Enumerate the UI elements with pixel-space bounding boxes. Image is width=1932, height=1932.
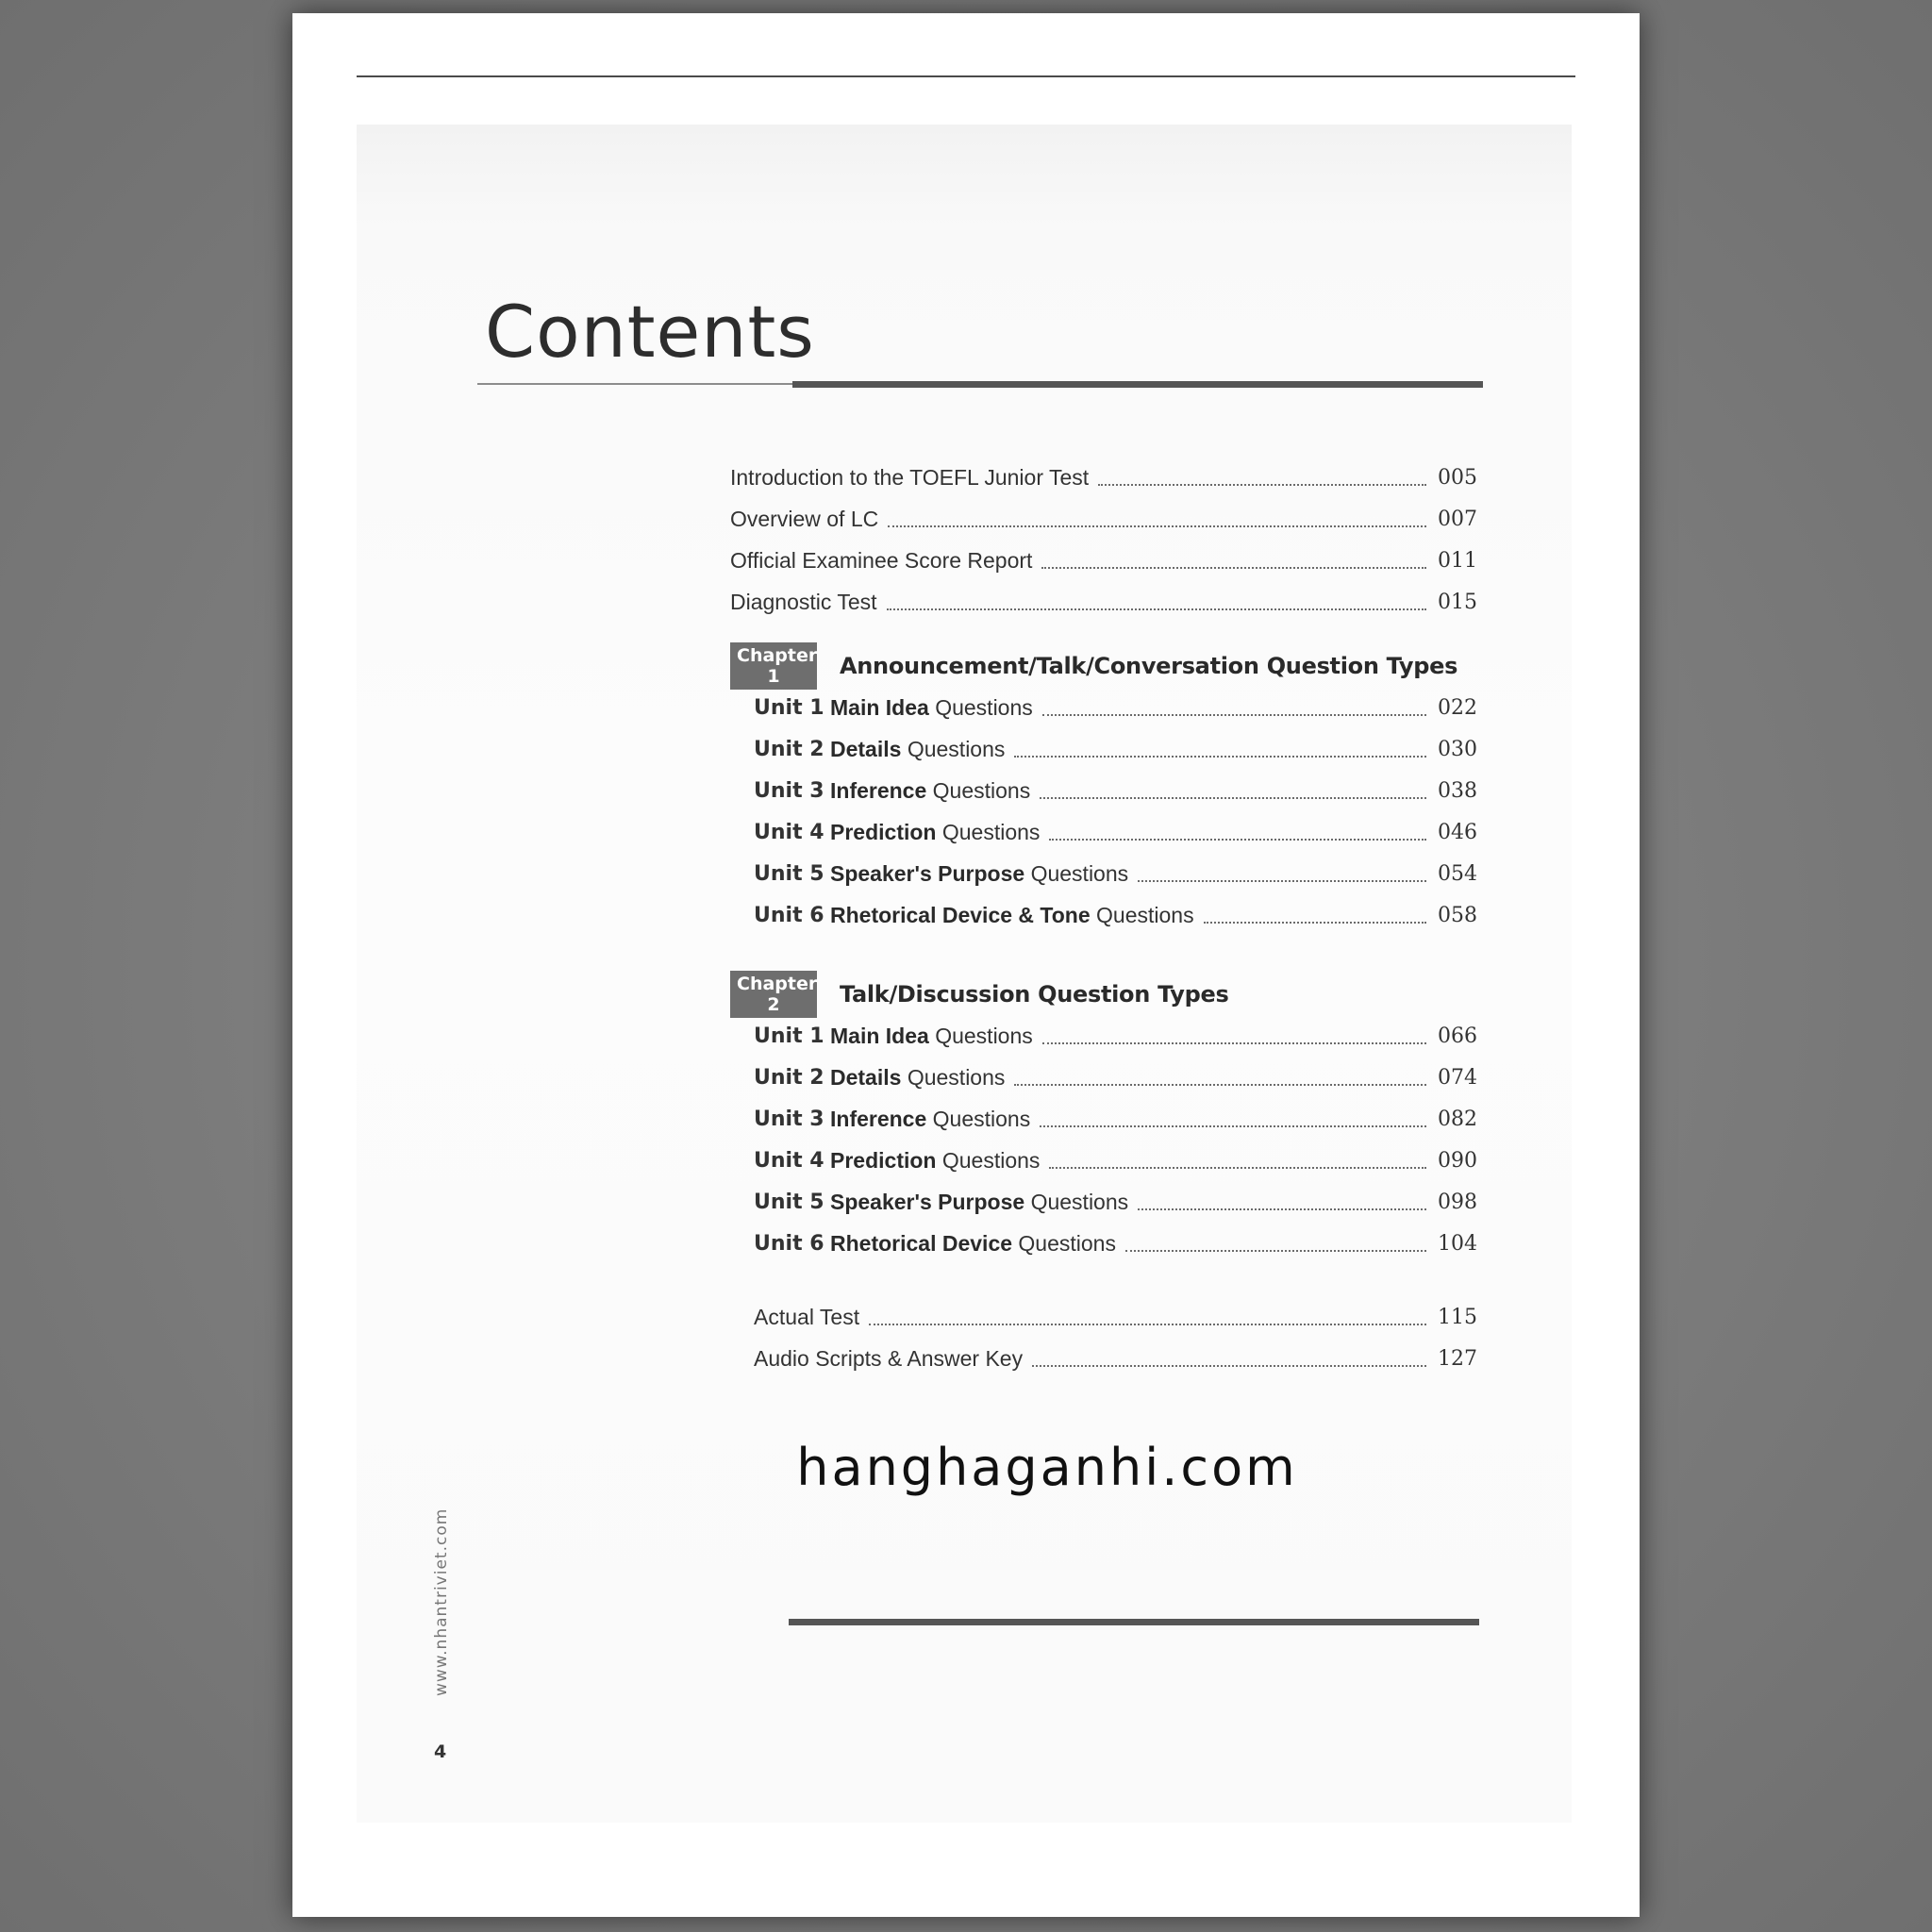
- dot-leader: [869, 1324, 1426, 1325]
- dot-leader: [1204, 922, 1426, 924]
- toc-page-number: 090: [1438, 1148, 1477, 1173]
- toc-unit-entry[interactable]: [730, 1181, 1477, 1223]
- dot-leader: [1098, 484, 1426, 486]
- unit-suffix: Questions: [1024, 860, 1129, 886]
- book-page: [292, 13, 1640, 1917]
- unit-suffix: Questions: [936, 819, 1041, 844]
- toc-entry-overview[interactable]: [730, 498, 1477, 540]
- toc-page-number: 127: [1438, 1346, 1477, 1371]
- unit-topic: Prediction: [830, 819, 937, 844]
- toc-unit-entry[interactable]: [730, 853, 1477, 894]
- dot-leader: [1040, 1125, 1426, 1127]
- unit-suffix: Questions: [1090, 902, 1194, 927]
- unit-topic: Main Idea: [830, 1023, 929, 1048]
- toc-unit-entry[interactable]: [730, 894, 1477, 936]
- toc-entry-audio-scripts[interactable]: [730, 1338, 1477, 1379]
- toc-page-number: 058: [1438, 903, 1477, 927]
- toc-entry-label: Introduction to the TOEFL Junior Test: [730, 464, 1090, 490]
- dot-leader: [1049, 839, 1426, 841]
- dot-leader: [1040, 797, 1426, 799]
- toc-entry-label: Actual Test: [754, 1304, 860, 1329]
- unit-label: Unit 5: [754, 1190, 824, 1214]
- unit-topic: Speaker's Purpose: [830, 860, 1025, 886]
- unit-topic: Rhetorical Device: [830, 1230, 1013, 1256]
- toc-entry-intro[interactable]: [730, 457, 1477, 498]
- watermark-text: hanghaganhi.com: [796, 1438, 1298, 1497]
- toc-entry-label: Overview of LC: [730, 506, 879, 531]
- toc-unit-entry[interactable]: [730, 770, 1477, 811]
- toc-entry-label: Official Examinee Score Report: [730, 547, 1033, 573]
- toc-page-number: 104: [1438, 1231, 1477, 1256]
- dot-leader: [1014, 1084, 1426, 1086]
- toc-unit-entry[interactable]: [730, 811, 1477, 853]
- page-title: Contents: [485, 290, 815, 374]
- toc-unit-entry[interactable]: [730, 1140, 1477, 1181]
- bottom-rule: [789, 1619, 1479, 1625]
- unit-label: Unit 6: [754, 903, 824, 927]
- unit-suffix: Questions: [901, 736, 1006, 761]
- side-url: www.nhantriviet.com: [432, 1507, 451, 1696]
- toc-page-number: 115: [1438, 1305, 1477, 1329]
- unit-label: Unit 4: [754, 1148, 824, 1173]
- toc-entry-diagnostic[interactable]: [730, 581, 1477, 623]
- unit-topic: Rhetorical Device & Tone: [830, 902, 1091, 927]
- unit-label: Unit 3: [754, 1107, 824, 1131]
- unit-suffix: Questions: [1024, 1189, 1129, 1214]
- toc-page-number: 082: [1438, 1107, 1477, 1131]
- unit-label: Unit 6: [754, 1231, 824, 1256]
- dot-leader: [1125, 1250, 1426, 1252]
- section-spacer: [730, 1264, 1477, 1296]
- top-rule: [357, 75, 1575, 77]
- toc-unit-entry[interactable]: [730, 1015, 1477, 1057]
- toc-page-number: 066: [1438, 1024, 1477, 1048]
- unit-topic: Inference: [830, 777, 927, 803]
- unit-label: Unit 2: [754, 737, 824, 761]
- toc-entry-label: Audio Scripts & Answer Key: [754, 1345, 1024, 1371]
- toc-page-number: 005: [1438, 465, 1477, 490]
- unit-suffix: Questions: [936, 1147, 1041, 1173]
- dot-leader: [1138, 1208, 1426, 1210]
- unit-label: Unit 1: [754, 695, 824, 720]
- toc-page-number: 046: [1438, 820, 1477, 844]
- chapter-title: Announcement/Talk/Conversation Question Types: [840, 653, 1458, 679]
- dot-leader: [1042, 1042, 1426, 1044]
- unit-label: Unit 5: [754, 861, 824, 886]
- dot-leader: [1014, 756, 1426, 758]
- chapter-1-header[interactable]: [730, 645, 1477, 687]
- dot-leader: [1042, 714, 1426, 716]
- unit-suffix: Questions: [928, 694, 1033, 720]
- toc-page-number: 030: [1438, 737, 1477, 761]
- toc-page-number: 007: [1438, 507, 1477, 531]
- unit-topic: Main Idea: [830, 694, 929, 720]
- toc-entry-actual-test[interactable]: [730, 1296, 1477, 1338]
- title-thin-rule: [477, 383, 798, 385]
- toc-page-number: 074: [1438, 1065, 1477, 1090]
- dot-leader: [887, 608, 1426, 610]
- toc-page-number: 038: [1438, 778, 1477, 803]
- unit-suffix: Questions: [926, 1106, 1031, 1131]
- table-of-contents: [730, 457, 1477, 1379]
- dot-leader: [1041, 567, 1426, 569]
- unit-topic: Speaker's Purpose: [830, 1189, 1025, 1214]
- unit-label: Unit 2: [754, 1065, 824, 1090]
- dot-leader: [888, 525, 1426, 527]
- title-thick-rule: [792, 381, 1483, 388]
- unit-topic: Details: [830, 1064, 902, 1090]
- unit-suffix: Questions: [1012, 1230, 1116, 1256]
- unit-topic: Details: [830, 736, 902, 761]
- toc-entry-label: Diagnostic Test: [730, 589, 877, 614]
- unit-topic: Prediction: [830, 1147, 937, 1173]
- unit-label: Unit 3: [754, 778, 824, 803]
- toc-page-number: 098: [1438, 1190, 1477, 1214]
- toc-page-number: 011: [1438, 548, 1477, 573]
- dot-leader: [1032, 1365, 1426, 1367]
- chapter-tag: Chapter 1: [730, 642, 817, 690]
- toc-page-number: 022: [1438, 695, 1477, 720]
- toc-unit-entry[interactable]: [730, 728, 1477, 770]
- page-number: 4: [434, 1741, 447, 1762]
- unit-label: Unit 4: [754, 820, 824, 844]
- unit-suffix: Questions: [928, 1023, 1033, 1048]
- chapter-title: Talk/Discussion Question Types: [840, 981, 1229, 1008]
- unit-topic: Inference: [830, 1106, 927, 1131]
- dot-leader: [1138, 880, 1426, 882]
- unit-suffix: Questions: [926, 777, 1031, 803]
- toc-unit-entry[interactable]: [730, 687, 1477, 728]
- unit-suffix: Questions: [901, 1064, 1006, 1090]
- toc-unit-entry[interactable]: [730, 1057, 1477, 1098]
- dot-leader: [1049, 1167, 1426, 1169]
- toc-unit-entry[interactable]: [730, 1098, 1477, 1140]
- toc-entry-score-report[interactable]: [730, 540, 1477, 581]
- toc-unit-entry[interactable]: [730, 1223, 1477, 1264]
- toc-page-number: 054: [1438, 861, 1477, 886]
- toc-page-number: 015: [1438, 590, 1477, 614]
- unit-label: Unit 1: [754, 1024, 824, 1048]
- chapter-tag: Chapter 2: [730, 971, 817, 1018]
- chapter-2-header[interactable]: [730, 974, 1477, 1015]
